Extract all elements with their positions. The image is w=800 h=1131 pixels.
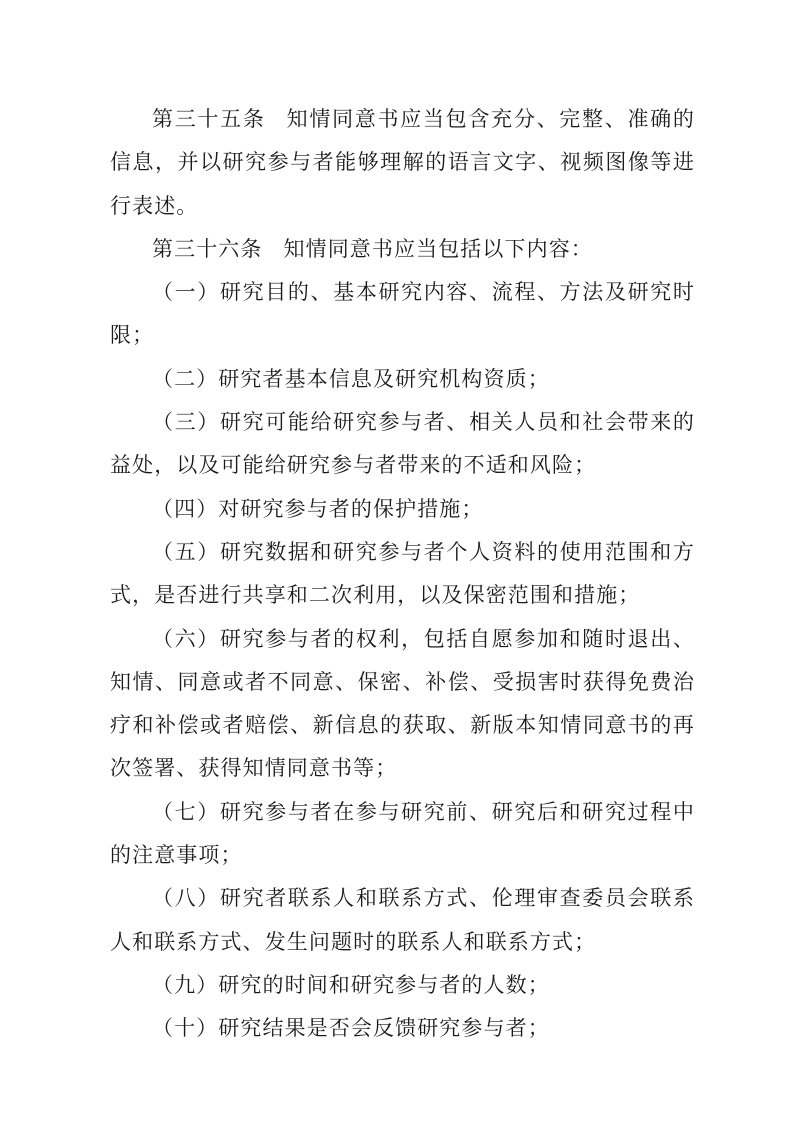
article-35-number: 第三十五条 xyxy=(152,107,266,131)
list-item-5: （五）研究数据和研究参与者个人资料的使用范围和方式，是否进行共享和二次利用，以及保密范围和措施； xyxy=(110,539,695,608)
document-body xyxy=(110,98,695,1051)
article-36-text: 知情同意书应当包括以下内容： xyxy=(283,236,593,261)
list-item-8: （八）研究者联系人和联系方式、伦理审查委员会联系人和联系方式、发生问题时的联系人和联系方式； xyxy=(110,886,695,954)
list-item-4: （四）对研究参与者的保护措施； xyxy=(152,496,484,521)
list-item-2: （二）研究者基本信息及研究机构资质； xyxy=(152,366,550,391)
list-item-3: （三）研究可能给研究参与者、相关人员和社会带来的益处，以及可能给研究参与者带来的不适和风险； xyxy=(110,410,695,478)
list-item-9: （九）研究的时间和研究参与者的人数； xyxy=(152,972,550,997)
article-35-text: 知情同意书应当包含充分、完整、准确的信息，并以研究参与者能够理解的语言文字、视频图像等进行表述。 xyxy=(110,107,695,218)
list-item-7: （七）研究参与者在参与研究前、研究后和研究过程中的注意事项； xyxy=(110,799,695,868)
article-36-number: 第三十六条 xyxy=(152,236,263,261)
list-item-6: （六）研究参与者的权利，包括自愿参加和随时退出、知情、同意或者不同意、保密、补偿、受损害时获得免费治疗和补偿或者赔偿、新信息的获取、新版本知情同意书的再次签署、获得知情同意书等； xyxy=(110,626,695,781)
article-35 xyxy=(110,98,695,228)
list-item-10: （十）研究结果是否会反馈研究参与者； xyxy=(152,1016,550,1041)
article-36 xyxy=(110,228,695,271)
list-item-1: （一）研究目的、基本研究内容、流程、方法及研究时限； xyxy=(110,280,695,348)
